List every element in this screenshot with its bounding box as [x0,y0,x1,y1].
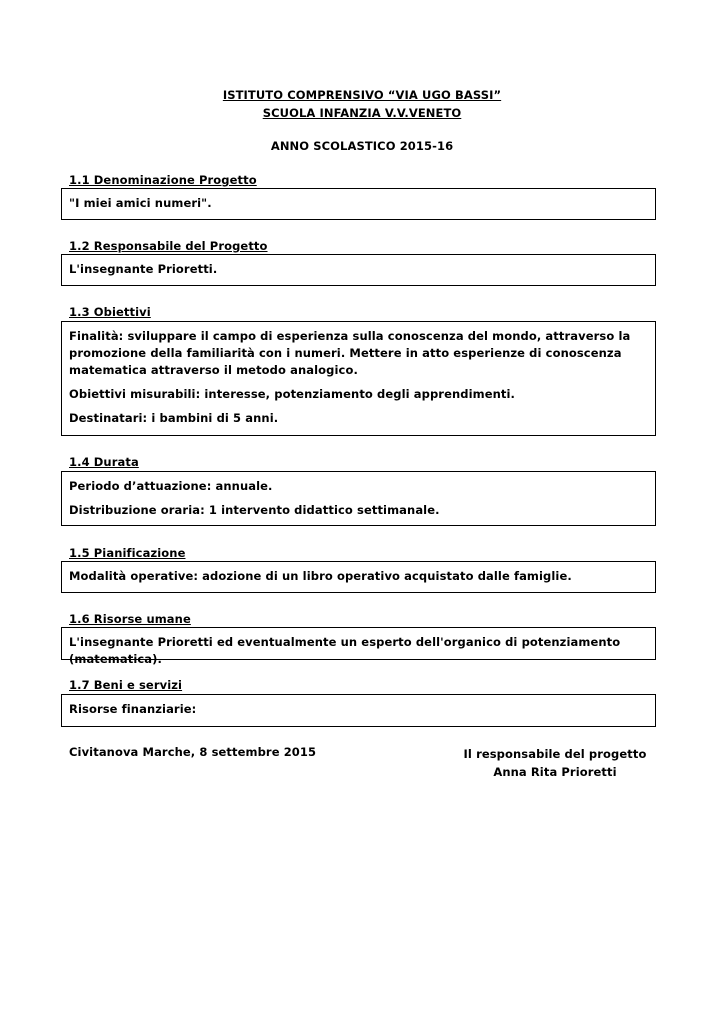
signer-name: Anna Rita Prioretti [493,765,617,779]
section-title-pianificazione: 1.5 Pianificazione [69,546,186,560]
section-text-finalita: Finalità: sviluppare il campo di esperienza sulla conoscenza del mondo, attraverso la promozione della familiarità con i numeri. Mettere in atto esperienze di conoscenza matematica attraverso il metodo analogico. [69,329,631,377]
section-text-obiettivi-misurabili: Obiettivi misurabili: interesse, potenziamento degli apprendimenti. [69,387,516,401]
section-title-obiettivi: 1.3 Obiettivi [69,305,151,319]
section-text: Modalità operative: adozione di un libro operativo acquistato dalle famiglie. [69,569,572,583]
section-title-denominazione: 1.1 Denominazione Progetto [69,173,257,187]
school-title-text: SCUOLA INFANZIA V.V.VENETO [262,106,462,120]
section-box-denominazione [61,188,656,220]
section-text-destinatari: Destinatari: i bambini di 5 anni. [69,411,279,425]
section-title-durata: 1.4 Durata [69,455,139,469]
section-text-distribuzione: Distribuzione oraria: 1 intervento didattico settimanale. [69,503,440,517]
section-title-responsabile: 1.2 Responsabile del Progetto [69,239,268,253]
section-text: L'insegnante Prioretti ed eventualmente un esperto dell'organico di potenziamento (matematica). [69,635,621,666]
school-title [0,106,724,120]
section-box-obiettivi [61,321,656,436]
section-box-pianificazione [61,561,656,593]
section-text-periodo: Periodo d’attuazione: annuale. [69,479,273,493]
section-box-risorse-umane [61,627,656,666]
place-date: Civitanova Marche, 8 settembre 2015 [69,745,317,759]
section-title-beni-servizi: 1.7 Beni e servizi [69,678,183,692]
signer-role: Il responsabile del progetto [463,747,647,761]
institute-title [0,88,724,102]
signature-block [450,745,660,781]
section-title-risorse-umane: 1.6 Risorse umane [69,612,191,626]
section-text: L'insegnante Prioretti. [69,262,218,276]
school-year: ANNO SCOLASTICO 2015-16 [270,139,454,153]
section-text: "I miei amici numeri". [69,196,212,210]
section-text: Risorse finanziarie: [69,702,197,716]
section-box-durata [61,471,656,526]
section-box-beni-servizi [61,694,656,727]
institute-title-text: ISTITUTO COMPRENSIVO “VIA UGO BASSI” [222,88,502,102]
section-box-responsabile [61,254,656,286]
